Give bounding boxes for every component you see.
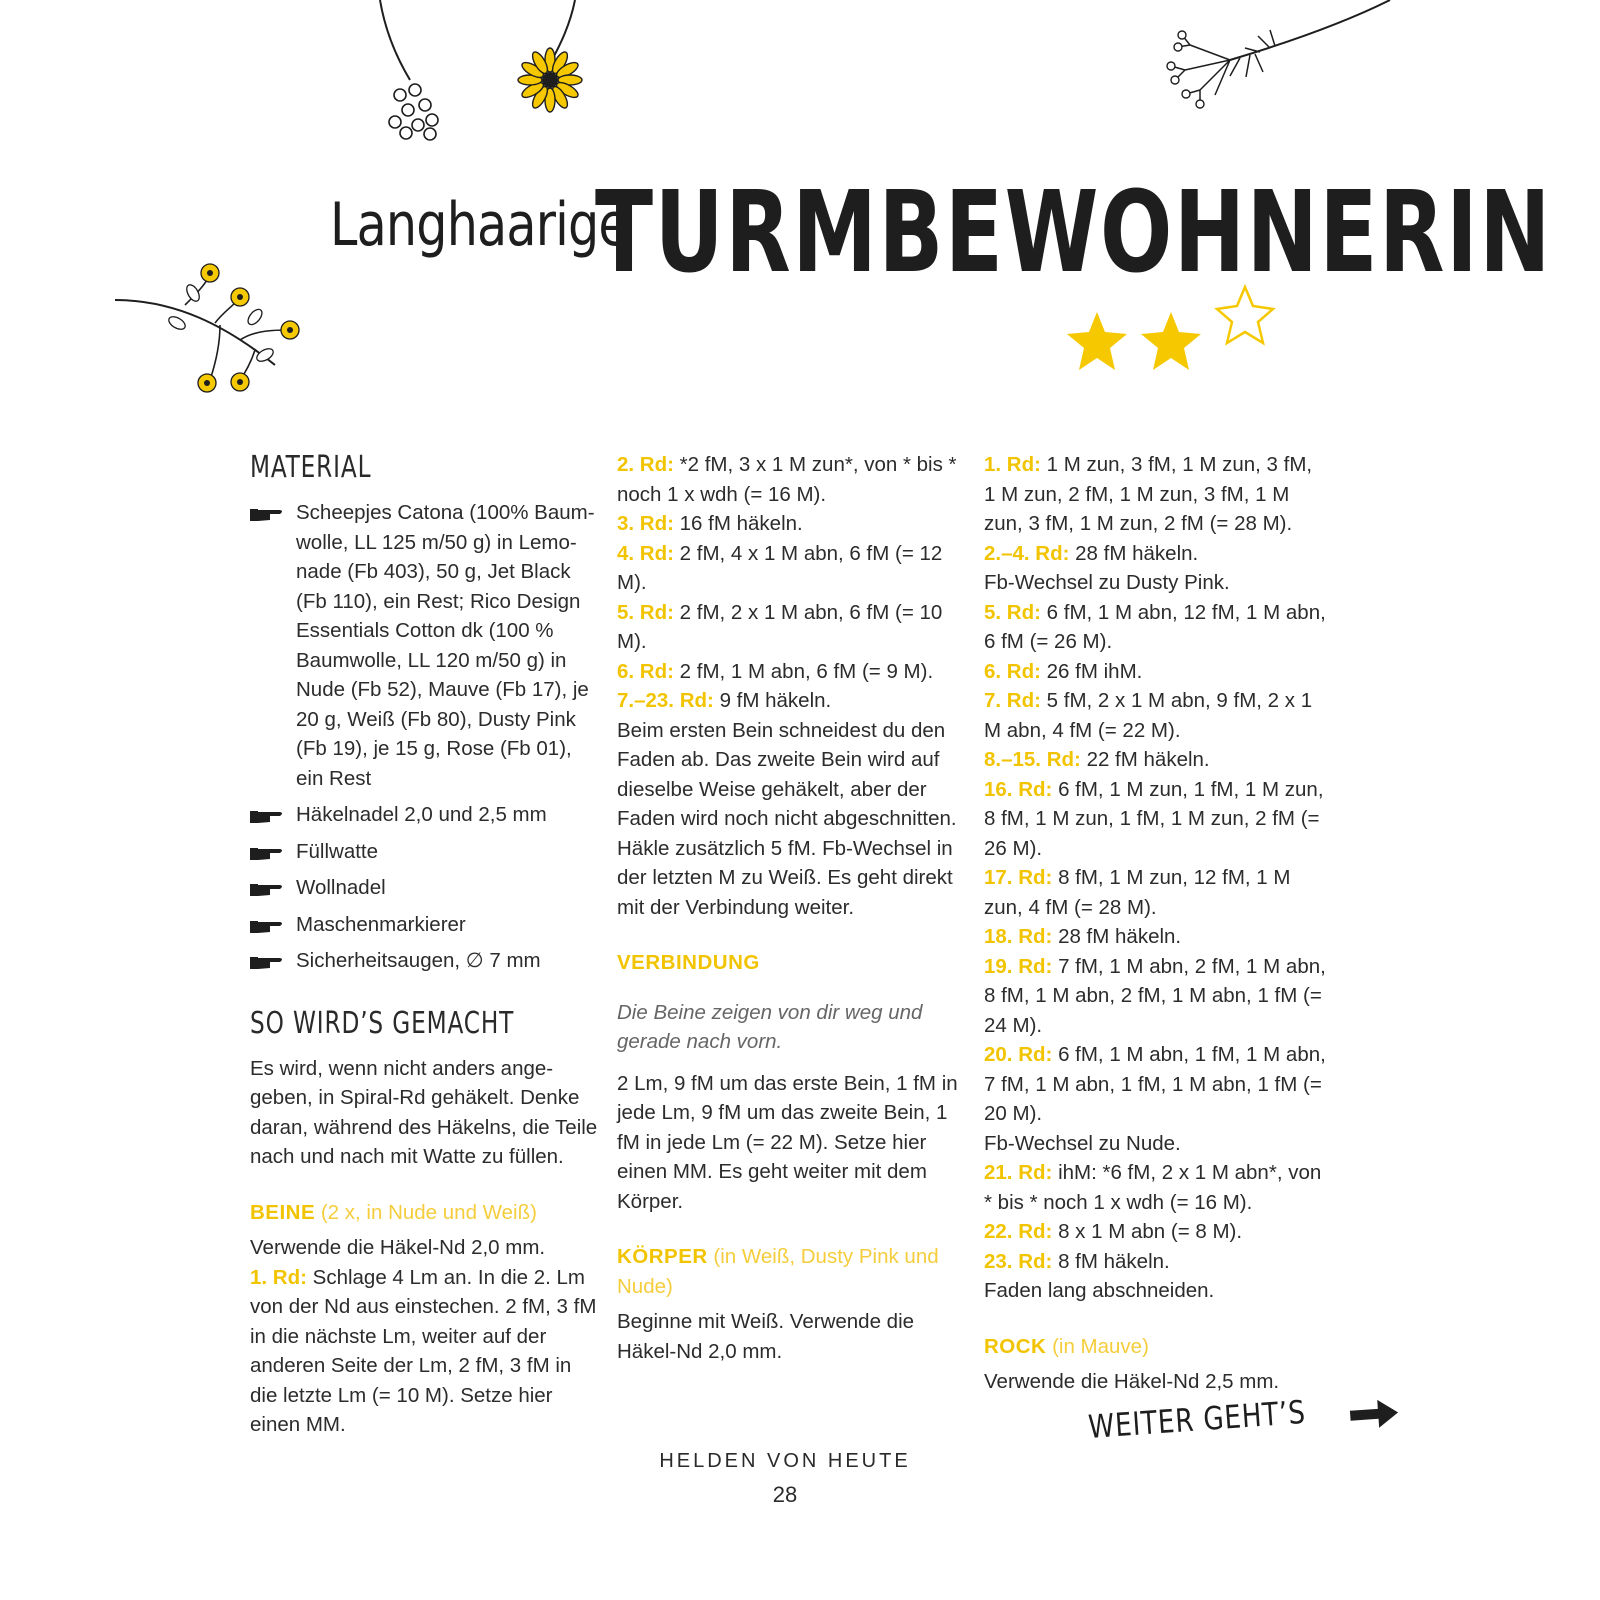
koerper-row: 17. Rd: 8 fM, 1 M zun, 12 fM, 1 M zun, 4 fM (= 28 M).: [984, 866, 1291, 919]
koerper-row: 20. Rd: 6 fM, 1 M abn, 1 fM, 1 M abn, 7 fM, 1 M abn, 1 fM, 1 M abn, 1 fM (= 20 M).: [984, 1043, 1326, 1125]
koerper-row: 19. Rd: 7 fM, 1 M abn, 2 fM, 1 M abn, 8 fM, 1 M abn, 2 fM, 1 M abn, 1 fM (= 24 M).: [984, 954, 1326, 1037]
verbindung-heading: VERBINDUNG: [617, 951, 760, 974]
rock-needle: Verwende die Häkel-Nd 2,5 mm.: [984, 1370, 1280, 1393]
pointing-hand-icon: [250, 954, 284, 970]
material-list: [250, 498, 600, 976]
material-item: Scheepjes Catona (100% Baum-wolle, LL 125 m/50 g) in Lemo-nade (Fb 403), 50 g, Jet Black (Fb 110), ein Rest; Rico Design Essentials Cotton dk (100 % Baumwolle, LL 120 m/50 g) in Nude (Fb 52), Mauve (Fb 17), je 20 g, Weiß (Fb 80), Dusty Pink (Fb 19), je 15 g, Rose (Fb 01), ein Rest: [250, 498, 600, 793]
material-item: Füllwatte: [250, 837, 600, 867]
material-item: Maschenmarkierer: [250, 910, 600, 940]
beine-heading: BEINE (2 x, in Nude und Weiß): [250, 1200, 537, 1224]
star-filled-icon: [1067, 312, 1127, 370]
pointing-hand-icon: [250, 808, 284, 824]
beine-row: 1. Rd: Schlage 4 Lm an. In die 2. Lm von der Nd aus einstechen. 2 fM, 3 fM in die nächste Lm, weiter auf der anderen Seite der Lm, 2 fM, 3 fM in die letzte Lm (= 10 M). Setze hier einen MM.: [250, 1265, 597, 1436]
pointing-hand-icon: [250, 881, 284, 897]
koerper-row: 22. Rd: 8 x 1 M abn (= 8 M).: [984, 1220, 1243, 1243]
column-left: [250, 450, 600, 1440]
column-right: [984, 450, 1329, 1397]
koerper-row: 1. Rd: 1 M zun, 3 fM, 1 M zun, 3 fM, 1 M zun, 2 fM, 1 M zun, 3 fM, 1 M zun, 3 fM, 1 M zun, 2 fM (= 28 M).: [984, 453, 1313, 535]
page-number: 28: [772, 1482, 798, 1507]
koerper-row: 18. Rd: 28 fM häkeln.: [984, 925, 1182, 948]
beine-row: 4. Rd: 2 fM, 4 x 1 M abn, 6 fM (= 12 M).: [617, 541, 943, 594]
material-heading: MATERIAL: [250, 450, 372, 485]
koerper-row: Faden lang abschneiden.: [984, 1279, 1215, 1302]
beine-needle: Verwende die Häkel-Nd 2,0 mm.: [250, 1236, 546, 1259]
verbindung-note: Die Beine zeigen von dir weg und gerade nach vorn.: [617, 1000, 923, 1053]
footer-series: HELDEN VON HEUTE: [659, 1450, 911, 1472]
how-heading: SO WIRD’S GEMACHT: [250, 1005, 515, 1041]
beine-after: Beim ersten Bein schneidest du den Faden ab. Das zweite Bein wird auf dieselbe Weise gehäkelt, aber der Faden wird noch nicht abgeschnitten. Häkle zusätzlich 5 fM. Fb-Wechsel in der letzten M zu Weiß. Es geht direkt mit der Verbindung weiter.: [617, 718, 957, 919]
difficulty-rating: [1065, 282, 1285, 382]
title-script: Langhaarige: [330, 190, 628, 260]
koerper-start: Beginne mit Weiß. Verwende die Häkel-Nd 2,0 mm.: [617, 1310, 915, 1363]
material-item: Sicherheitsaugen, ∅ 7 mm: [250, 946, 600, 976]
koerper-row: 5. Rd: 6 fM, 1 M abn, 12 fM, 1 M abn, 6 fM (= 26 M).: [984, 600, 1326, 653]
material-item: Häkelnadel 2,0 und 2,5 mm: [250, 800, 600, 830]
beine-row: 6. Rd: 2 fM, 1 M abn, 6 fM (= 9 M).: [617, 659, 934, 683]
rock-heading: ROCK (in Mauve): [984, 1334, 1149, 1358]
title-main: TURMBEWOHNERIN: [595, 168, 1553, 298]
arrow-right-icon: [1347, 1396, 1401, 1432]
verbindung-text: 2 Lm, 9 fM um das erste Bein, 1 fM in jede Lm, 9 fM um das zweite Bein, 1 fM in jede Lm (= 22 M). Setze hier einen MM. Es geht weiter mit dem Körper.: [617, 1071, 958, 1213]
koerper-row: 8.–15. Rd: 22 fM häkeln.: [984, 748, 1210, 771]
koerper-heading: KÖRPER (in Weiß, Dusty Pink und Nude): [617, 1245, 939, 1298]
koerper-row: Fb-Wechsel zu Nude.: [984, 1131, 1181, 1155]
koerper-row: Fb-Wechsel zu Dusty Pink.: [984, 571, 1230, 594]
koerper-row: 23. Rd: 8 fM häkeln.: [984, 1249, 1170, 1273]
beine-row: 3. Rd: 16 fM häkeln.: [617, 512, 803, 535]
umbel-branch-illustration: [1160, 0, 1400, 110]
pointing-hand-icon: [250, 845, 284, 861]
koerper-row: 2.–4. Rd: 28 fM häkeln.: [984, 541, 1199, 565]
pointing-hand-icon: [250, 506, 284, 522]
material-item: Wollnadel: [250, 873, 600, 903]
intro-text: Es wird, wenn nicht anders ange-geben, in Spiral-Rd gehäkelt. Denke daran, während des Häkelns, die Teile nach und nach mit Watte zu füllen.: [250, 1056, 598, 1168]
star-outline-icon: [1217, 287, 1273, 343]
page-title: [330, 160, 1553, 298]
continue-label: WEITER GEHT’S: [1087, 1386, 1401, 1449]
hanging-flowers-illustration: [360, 0, 600, 150]
koerper-row: 6. Rd: 26 fM ihM.: [984, 659, 1143, 683]
koerper-row: 7. Rd: 5 fM, 2 x 1 M abn, 9 fM, 2 x 1 M abn, 4 fM (= 22 M).: [984, 689, 1313, 742]
beine-row: 5. Rd: 2 fM, 2 x 1 M abn, 6 fM (= 10 M).: [617, 600, 943, 653]
koerper-rows: [984, 450, 1329, 1306]
beine-row: 2. Rd: *2 fM, 3 x 1 M zun*, von * bis * noch 1 x wdh (= 16 M).: [617, 453, 957, 506]
pointing-hand-icon: [250, 918, 284, 934]
koerper-row: 21. Rd: ihM: *6 fM, 2 x 1 M abn*, von * bis * noch 1 x wdh (= 16 M).: [984, 1161, 1322, 1214]
yellow-flower-branch-illustration: [115, 255, 315, 405]
star-filled-icon: [1141, 312, 1201, 370]
column-middle: [617, 450, 962, 1366]
koerper-row: 16. Rd: 6 fM, 1 M zun, 1 fM, 1 M zun, 8 fM, 1 M zun, 1 fM, 1 M zun, 2 fM (= 26 M).: [984, 777, 1324, 860]
beine-row: 7.–23. Rd: 9 fM häkeln.: [617, 689, 832, 712]
